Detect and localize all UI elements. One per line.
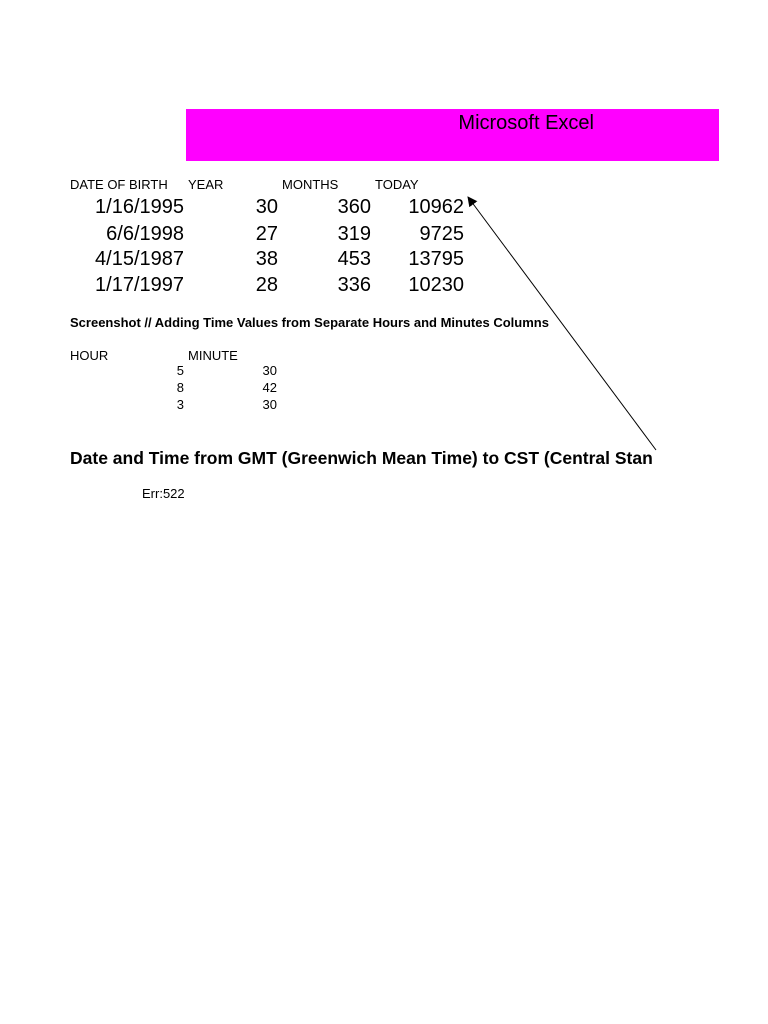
cell-year[interactable]: 30 [255,196,278,218]
arrow-line [468,197,656,450]
gmt-section-title[interactable]: Date and Time from GMT (Greenwich Mean Time) to CST (Central Stan [70,448,653,468]
cell-today[interactable]: 9725 [419,223,464,245]
header-today[interactable]: TODAY [375,177,419,192]
cell-months[interactable]: 319 [337,223,371,245]
cell-months[interactable]: 336 [337,274,371,296]
cell-months[interactable]: 453 [337,248,371,270]
cell-minute[interactable]: 42 [262,380,277,395]
cell-dob[interactable]: 4/15/1987 [95,248,184,270]
cell-today[interactable]: 13795 [408,248,464,270]
header-minute[interactable]: MINUTE [188,348,238,363]
cell-minute[interactable]: 30 [262,363,277,378]
header-date-of-birth[interactable]: DATE OF BIRTH [70,177,168,192]
cell-minute[interactable]: 30 [262,397,277,412]
error-cell[interactable]: Err:522 [142,486,185,501]
cell-hour[interactable]: 3 [176,397,184,412]
header-hour[interactable]: HOUR [70,348,109,363]
cell-dob[interactable]: 1/17/1997 [95,274,184,296]
cell-dob[interactable]: 1/16/1995 [95,196,184,218]
cell-year[interactable]: 27 [255,223,278,245]
time-section-title[interactable]: Screenshot // Adding Time Values from Separate Hours and Minutes Columns [70,315,549,330]
header-year[interactable]: YEAR [188,177,224,192]
header-months[interactable]: MONTHS [282,177,339,192]
cell-today[interactable]: 10230 [408,274,464,296]
cell-today[interactable]: 10962 [408,196,464,218]
banner-title: Microsoft Excel [458,112,594,134]
cell-months[interactable]: 360 [337,196,371,218]
cell-hour[interactable]: 5 [176,363,184,378]
cell-hour[interactable]: 8 [176,380,184,395]
cell-dob[interactable]: 6/6/1998 [106,223,184,245]
cell-year[interactable]: 38 [255,248,278,270]
cell-year[interactable]: 28 [255,274,278,296]
